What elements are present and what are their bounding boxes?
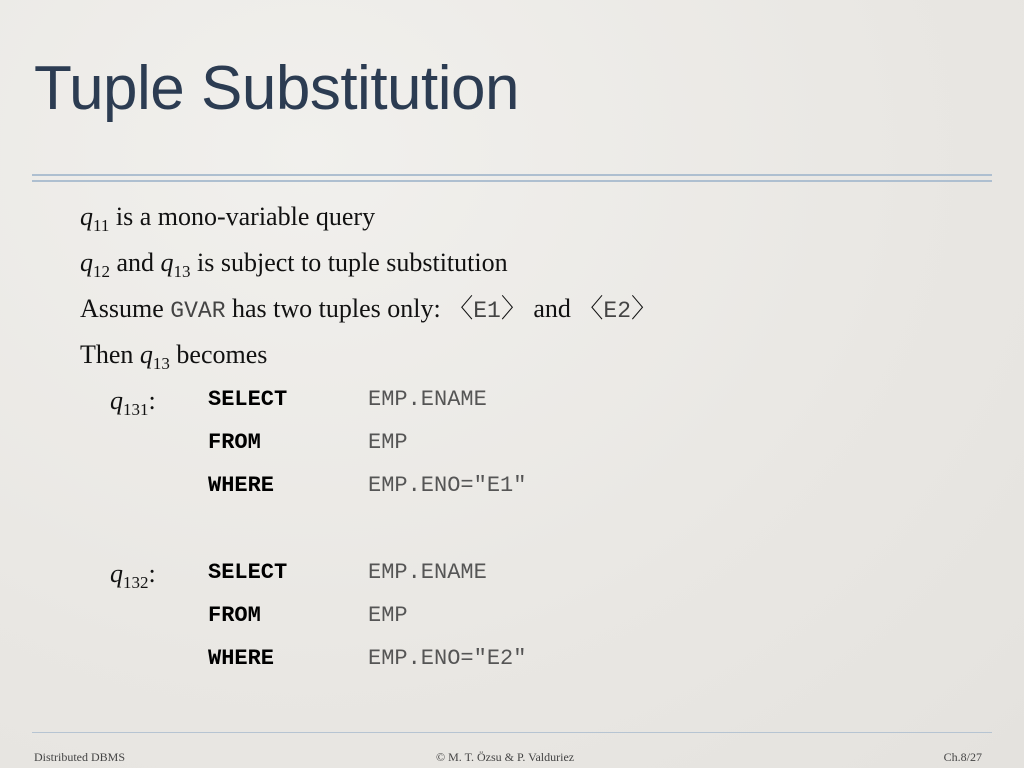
tuple-e1 (447, 294, 527, 323)
query-subscript: 131 (123, 400, 149, 419)
bullet-text: becomes (176, 340, 268, 369)
query-symbol: q (110, 559, 123, 588)
bullet-text: Assume (80, 294, 164, 323)
footer-divider (32, 732, 992, 733)
sql-where-value: EMP.ENO="E1" (368, 473, 527, 498)
query-label-q132 (110, 561, 156, 591)
sql-from-value: EMP (368, 603, 408, 628)
query-symbol: q (110, 386, 123, 415)
angle-close: 〉 (500, 294, 527, 323)
bullet-text: Then (80, 340, 134, 369)
title-divider-top (32, 174, 992, 176)
tuple-value: E2 (603, 298, 632, 324)
sql-select-value: EMP.ENAME (368, 560, 487, 585)
bullet-text: has two tuples only: (232, 294, 441, 323)
sql-from-keyword: FROM (208, 430, 261, 455)
query-symbol: q (139, 340, 153, 369)
sql-where-keyword: WHERE (208, 473, 275, 498)
sql-select-keyword: SELECT (208, 387, 288, 412)
angle-open: 〈 (447, 294, 474, 323)
sql-where-value: EMP.ENO="E2" (368, 646, 527, 671)
angle-close: 〉 (631, 294, 658, 323)
bullet-text: and (533, 294, 571, 323)
query-subscript: 13 (173, 262, 191, 281)
query-symbol: q (80, 248, 93, 277)
query-colon: : (148, 386, 156, 415)
sql-from-keyword: FROM (208, 603, 261, 628)
query-subscript: 11 (93, 216, 110, 235)
angle-open: 〈 (577, 294, 604, 323)
sql-select-keyword: SELECT (208, 560, 288, 585)
slide-title: Tuple Substitution (34, 54, 520, 123)
bullet-q11 (80, 204, 375, 234)
query-subscript: 132 (123, 573, 149, 592)
footer-copyright: © M. T. Özsu & P. Valduriez (436, 750, 575, 764)
sql-select-value: EMP.ENAME (368, 387, 487, 412)
query-subscript: 13 (152, 354, 170, 373)
sql-from-value: EMP (368, 430, 408, 455)
tuple-e2 (577, 294, 657, 323)
tuple-value: E1 (473, 298, 501, 324)
footer-slide-number: Ch.8/27 (943, 750, 982, 764)
bullet-gvar (80, 296, 657, 323)
query-label-q131 (110, 388, 156, 418)
query-subscript: 12 (93, 262, 110, 281)
sql-where-keyword: WHERE (208, 646, 275, 671)
bullet-text: is a mono-variable query (115, 202, 376, 231)
bullet-text: and (116, 248, 155, 277)
query-colon: : (148, 559, 156, 588)
query-symbol: q (80, 202, 93, 231)
bullet-text: is subject to tuple substitution (197, 248, 508, 277)
query-symbol: q (160, 248, 174, 277)
footer-course: Distributed DBMS (34, 750, 126, 764)
bullet-then (80, 342, 267, 372)
gvar-code: GVAR (170, 298, 226, 324)
bullet-q12-q13 (80, 250, 508, 280)
title-divider-bottom (32, 180, 992, 182)
